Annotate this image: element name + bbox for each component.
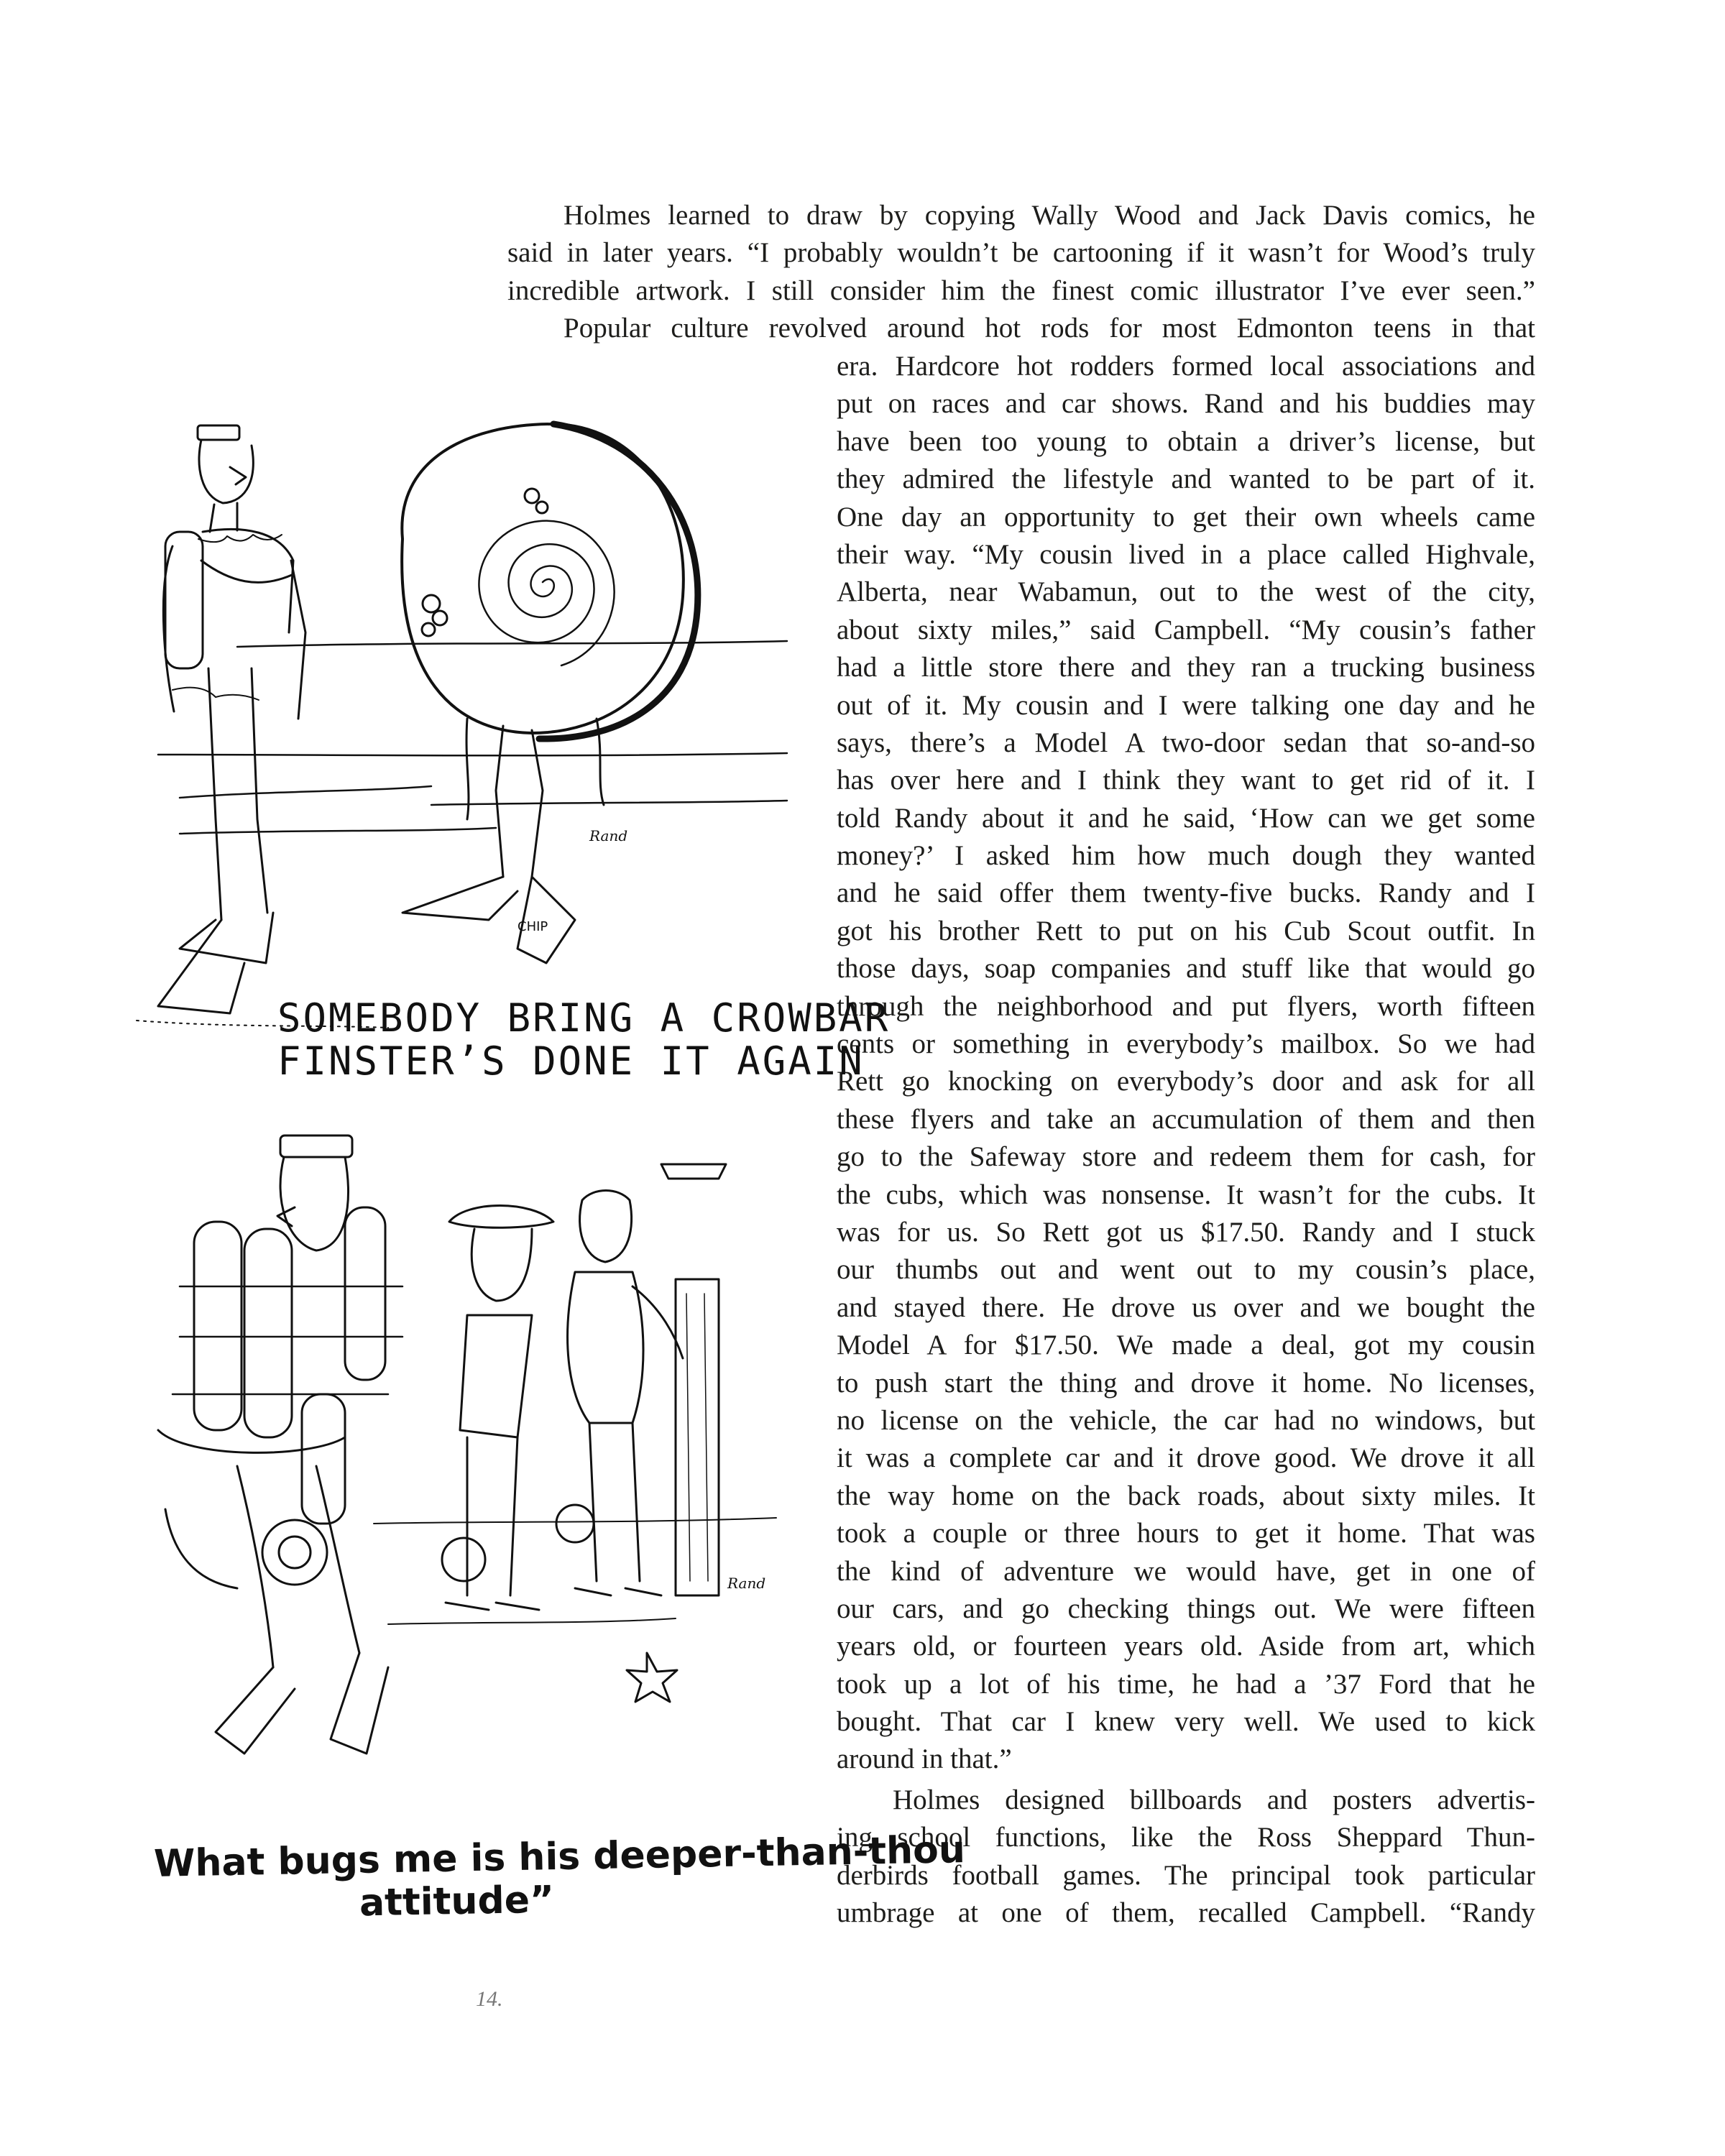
text-line: Rett go knocking on everybody’s door and ask for all	[837, 1066, 1535, 1097]
cartoon-bottom-caption-line1: What bugs me is his deeper-than-thou	[153, 1828, 966, 1886]
text-line: Holmes learned to draw by copying Wally Wood and Jack Davis comics, he	[564, 200, 1535, 231]
text-line: says, there’s a Model A two-door sedan that so-and-so	[837, 727, 1535, 758]
diver-figure	[158, 425, 305, 1013]
text-line: it was a complete car and it drove good. We drove it all	[837, 1442, 1535, 1474]
cartoon-top-caption-line1: SOMEBODY BRING A CROWBAR	[277, 995, 891, 1041]
artist-signature: Rand	[727, 1575, 766, 1592]
text-line: put on races and car shows. Rand and his buddies may	[837, 388, 1535, 420]
text-line: had a little store there and they ran a trucking business	[837, 652, 1535, 683]
text-line: these flyers and take an accumulation of them and then	[837, 1103, 1535, 1135]
artist-signature: Rand	[589, 827, 628, 844]
text-line: to push start the thing and drove it home. No licenses,	[837, 1367, 1535, 1399]
fin-label: CHIP	[518, 919, 548, 934]
cartoon-top-caption-line2: FINSTER’S DONE IT AGAIN	[277, 1038, 865, 1084]
text-line: go to the Safeway store and redeem them for cash, for	[837, 1141, 1535, 1173]
text-line: money?’ I asked him how much dough they wanted	[837, 840, 1535, 872]
text-line: took a couple or three hours to get it home. That was	[837, 1518, 1535, 1549]
starfish-icon	[627, 1653, 677, 1702]
text-line: their way. “My cousin lived in a place called Highvale,	[837, 538, 1535, 570]
text-line: about sixty miles,” said Campbell. “My cousin’s father	[837, 614, 1535, 645]
intro-paragraph	[507, 197, 1535, 310]
text-line: the way home on the back roads, about sixty miles. It	[837, 1480, 1535, 1511]
text-line: bought. That car I knew very well. We used to kick	[837, 1706, 1535, 1738]
page-number: 14.	[476, 1987, 503, 2011]
text-line: those days, soap companies and stuff like that would go	[837, 953, 1535, 985]
body-column	[837, 348, 1535, 1779]
text-line: Alberta, near Wabamun, out to the west of the city,	[837, 576, 1535, 608]
text-line: our thumbs out and went out to my cousin’s place,	[837, 1254, 1535, 1286]
text-line: era. Hardcore hot rodders formed local associations and	[837, 351, 1535, 382]
text-line: Holmes designed billboards and posters advertis-	[893, 1784, 1535, 1815]
tank-diver-figure	[158, 1135, 402, 1754]
text-line: told Randy about it and he said, ‘How can we get some	[837, 802, 1535, 834]
text-line: years old, or fourteen years old. Aside from art, which	[837, 1631, 1535, 1662]
text-line: has over here and I think they want to get rid of it. I	[837, 765, 1535, 796]
text-line: incredible artwork. I still consider him the finest comic illustrator I’ve ever seen.”	[507, 275, 1535, 306]
text-line: have been too young to obtain a driver’s license, but	[837, 425, 1535, 457]
text-line: our cars, and go checking things out. We were fifteen	[837, 1593, 1535, 1624]
text-line: and he said offer them twenty-five bucks. Randy and I	[837, 877, 1535, 909]
straw-hat-man	[442, 1206, 553, 1611]
text-line: through the neighborhood and put flyers, worth fifteen	[837, 990, 1535, 1022]
swimsuit-man	[556, 1191, 683, 1596]
text-line: was for us. So Rett got us $17.50. Randy and I stuck	[837, 1216, 1535, 1248]
text-line: and stayed there. He drove us over and we bought the	[837, 1291, 1535, 1323]
cartoon-bottom-caption-line2: attitude”	[359, 1878, 555, 1925]
oyster-creature	[402, 424, 698, 963]
text-line: around in that.”	[837, 1743, 1012, 1775]
text-line: out of it. My cousin and I were talking one day and he	[837, 689, 1535, 721]
cartoon-deeper-than-thou-illustration	[129, 1121, 791, 1955]
text-line: umbrage at one of them, recalled Campbell. “Randy	[837, 1897, 1535, 1929]
text-line: cents or something in everybody’s mailbox. So we had	[837, 1028, 1535, 1060]
text-line: said in later years. “I probably wouldn’t be cartooning if it wasn’t for Wood’s truly	[507, 237, 1535, 269]
text-line: no license on the vehicle, the car had no windows, but	[837, 1404, 1535, 1436]
text-line: the kind of adventure we would have, get in one of	[837, 1555, 1535, 1587]
wooden-post	[661, 1164, 726, 1595]
cartoon-crowbar-illustration	[129, 417, 812, 1064]
text-line: they admired the lifestyle and wanted to be part of it.	[837, 464, 1535, 495]
hot-rods-paragraph-start	[507, 310, 1535, 347]
text-line: derbirds football games. The principal took particular	[837, 1859, 1535, 1891]
text-line: took up a lot of his time, he had a ’37 Ford that he	[837, 1668, 1535, 1700]
text-line: the cubs, which was nonsense. It wasn’t for the cubs. It	[837, 1179, 1535, 1210]
text-line: One day an opportunity to get their own wheels came	[837, 501, 1535, 533]
text-line: ing school functions, like the Ross Sheppard Thun-	[837, 1822, 1535, 1853]
text-line: got his brother Rett to put on his Cub Scout outfit. In	[837, 915, 1535, 946]
text-line: Model A for $17.50. We made a deal, got my cousin	[837, 1330, 1535, 1361]
text-line: Popular culture revolved around hot rods for most Edmonton teens in that	[564, 313, 1535, 344]
